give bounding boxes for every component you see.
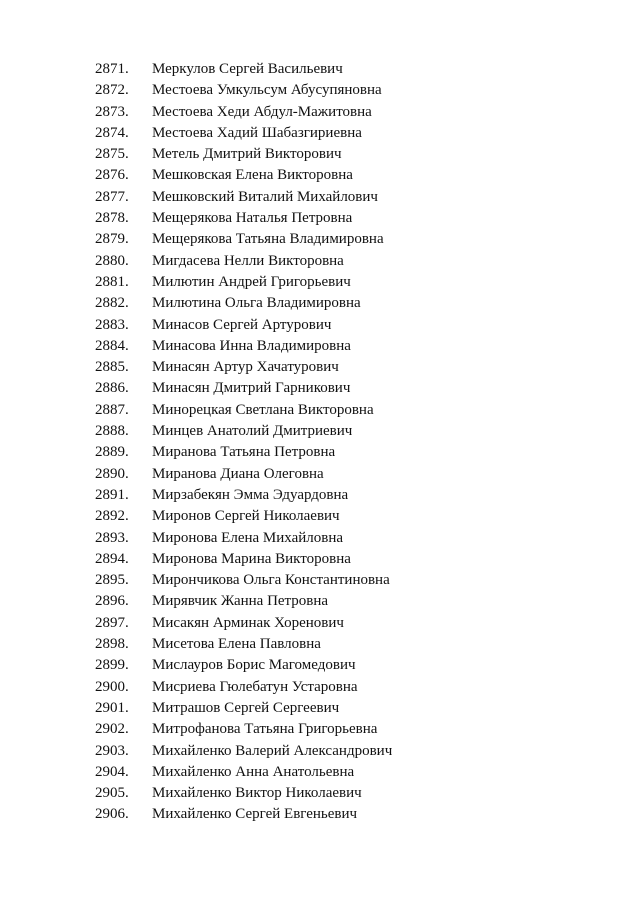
entry-number: 2902. [95, 721, 129, 738]
entry-name: Мигдасева Нелли Викторовна [152, 252, 344, 269]
entry-number: 2880. [95, 252, 129, 269]
name-list [0, 59, 640, 826]
entry-number: 2877. [95, 188, 129, 205]
entry-name: Меркулов Сергей Васильевич [152, 61, 343, 77]
entry-number: 2888. [95, 423, 129, 440]
list-item [0, 634, 640, 655]
list-item [0, 80, 640, 101]
entry-number: 2876. [95, 167, 129, 184]
list-item [0, 655, 640, 676]
entry-name: Миранова Диана Олеговна [152, 465, 324, 482]
list-item [0, 613, 640, 634]
entry-number: 2889. [95, 444, 129, 461]
entry-name: Мисакян Арминак Хоренович [152, 614, 344, 631]
entry-number: 2906. [95, 806, 129, 823]
entry-number: 2874. [95, 124, 129, 141]
list-item [0, 783, 640, 804]
entry-number: 2873. [95, 103, 129, 120]
entry-name: Местоева Хадий Шабазгириевна [152, 124, 362, 141]
list-item [0, 102, 640, 123]
entry-name: Метель Дмитрий Викторович [152, 146, 342, 163]
entry-number: 2893. [95, 529, 129, 546]
list-item [0, 123, 640, 144]
list-item [0, 464, 640, 485]
entry-name: Михайленко Валерий Александрович [152, 742, 393, 759]
list-item [0, 187, 640, 208]
entry-number: 2884. [95, 337, 129, 354]
entry-number: 2890. [95, 465, 129, 482]
list-item [0, 59, 640, 80]
entry-number: 2896. [95, 593, 129, 610]
entry-number: 2879. [95, 231, 129, 248]
entry-name: Милютина Ольга Владимировна [152, 295, 361, 312]
list-item [0, 208, 640, 229]
entry-number: 2899. [95, 657, 129, 674]
entry-name: Местоева Умкульсум Абусупяновна [152, 82, 382, 99]
list-item [0, 442, 640, 463]
entry-number: 2903. [95, 742, 129, 759]
entry-name: Минасян Дмитрий Гарникович [152, 380, 351, 397]
list-item [0, 762, 640, 783]
entry-name: Милютин Андрей Григорьевич [152, 273, 351, 290]
entry-name: Миронова Марина Викторовна [152, 550, 351, 567]
entry-name: Мешковский Виталий Михайлович [152, 188, 378, 205]
entry-name: Мирявчик Жанна Петровна [152, 593, 329, 610]
list-item [0, 336, 640, 357]
list-item [0, 485, 640, 506]
entry-number: 2885. [95, 359, 129, 376]
entry-name: Митрофанова Татьяна Григорьевна [152, 721, 378, 738]
entry-name: Местоева Хеди Абдул-Мажитовна [152, 103, 372, 120]
entry-name: Миронов Сергей Николаевич [152, 508, 340, 525]
list-item [0, 506, 640, 527]
list-item [0, 165, 640, 186]
list-item [0, 315, 640, 336]
list-item [0, 229, 640, 250]
entry-name: Миранова Татьяна Петровна [152, 444, 336, 461]
list-item [0, 677, 640, 698]
list-item [0, 357, 640, 378]
list-item [0, 741, 640, 762]
entry-name: Мещерякова Наталья Петровна [152, 210, 353, 227]
entry-number: 2887. [95, 401, 129, 418]
entry-number: 2882. [95, 295, 129, 312]
list-item [0, 144, 640, 165]
entry-number: 2901. [95, 699, 129, 716]
entry-name: Минцев Анатолий Дмитриевич [152, 423, 353, 440]
entry-number: 2904. [95, 763, 129, 780]
entry-number: 2878. [95, 210, 129, 227]
list-item [0, 719, 640, 740]
entry-name: Михайленко Виктор Николаевич [152, 785, 362, 802]
list-item [0, 272, 640, 293]
list-item [0, 293, 640, 314]
list-item [0, 570, 640, 591]
entry-name: Мислауров Борис Магомедович [152, 657, 356, 674]
list-item [0, 421, 640, 442]
entry-number: 2891. [95, 486, 129, 503]
list-item [0, 528, 640, 549]
entry-name: Мешковская Елена Викторовна [152, 167, 353, 184]
list-item [0, 251, 640, 272]
entry-number: 2871. [95, 61, 129, 77]
list-item [0, 378, 640, 399]
entry-number: 2894. [95, 550, 129, 567]
entry-number: 2900. [95, 678, 129, 695]
entry-name: Миронова Елена Михайловна [152, 529, 344, 546]
entry-name: Мирончикова Ольга Константиновна [152, 572, 390, 589]
entry-name: Минорецкая Светлана Викторовна [152, 401, 374, 418]
entry-number: 2886. [95, 380, 129, 397]
entry-name: Мисриева Гюлебатун Устаровна [152, 678, 358, 695]
list-item [0, 549, 640, 570]
entry-number: 2895. [95, 572, 129, 589]
entry-name: Мещерякова Татьяна Владимировна [152, 231, 384, 248]
entry-name: Михайленко Анна Анатольевна [152, 763, 355, 780]
entry-number: 2881. [95, 273, 129, 290]
entry-number: 2883. [95, 316, 129, 333]
entry-name: Минасова Инна Владимировна [152, 337, 351, 354]
entry-number: 2897. [95, 614, 129, 631]
entry-name: Михайленко Сергей Евгеньевич [152, 806, 358, 823]
list-item [0, 591, 640, 612]
entry-number: 2875. [95, 146, 129, 163]
list-item [0, 804, 640, 825]
entry-name: Минасов Сергей Артурович [152, 316, 332, 333]
entry-number: 2892. [95, 508, 129, 525]
entry-number: 2872. [95, 82, 129, 99]
entry-name: Минасян Артур Хачатурович [152, 359, 339, 376]
entry-number: 2905. [95, 785, 129, 802]
entry-number: 2898. [95, 636, 129, 653]
entry-name: Мисетова Елена Павловна [152, 636, 321, 653]
list-item [0, 400, 640, 421]
list-item [0, 698, 640, 719]
entry-name: Мирзабекян Эмма Эдуардовна [152, 486, 349, 503]
entry-name: Митрашов Сергей Сергеевич [152, 699, 340, 716]
